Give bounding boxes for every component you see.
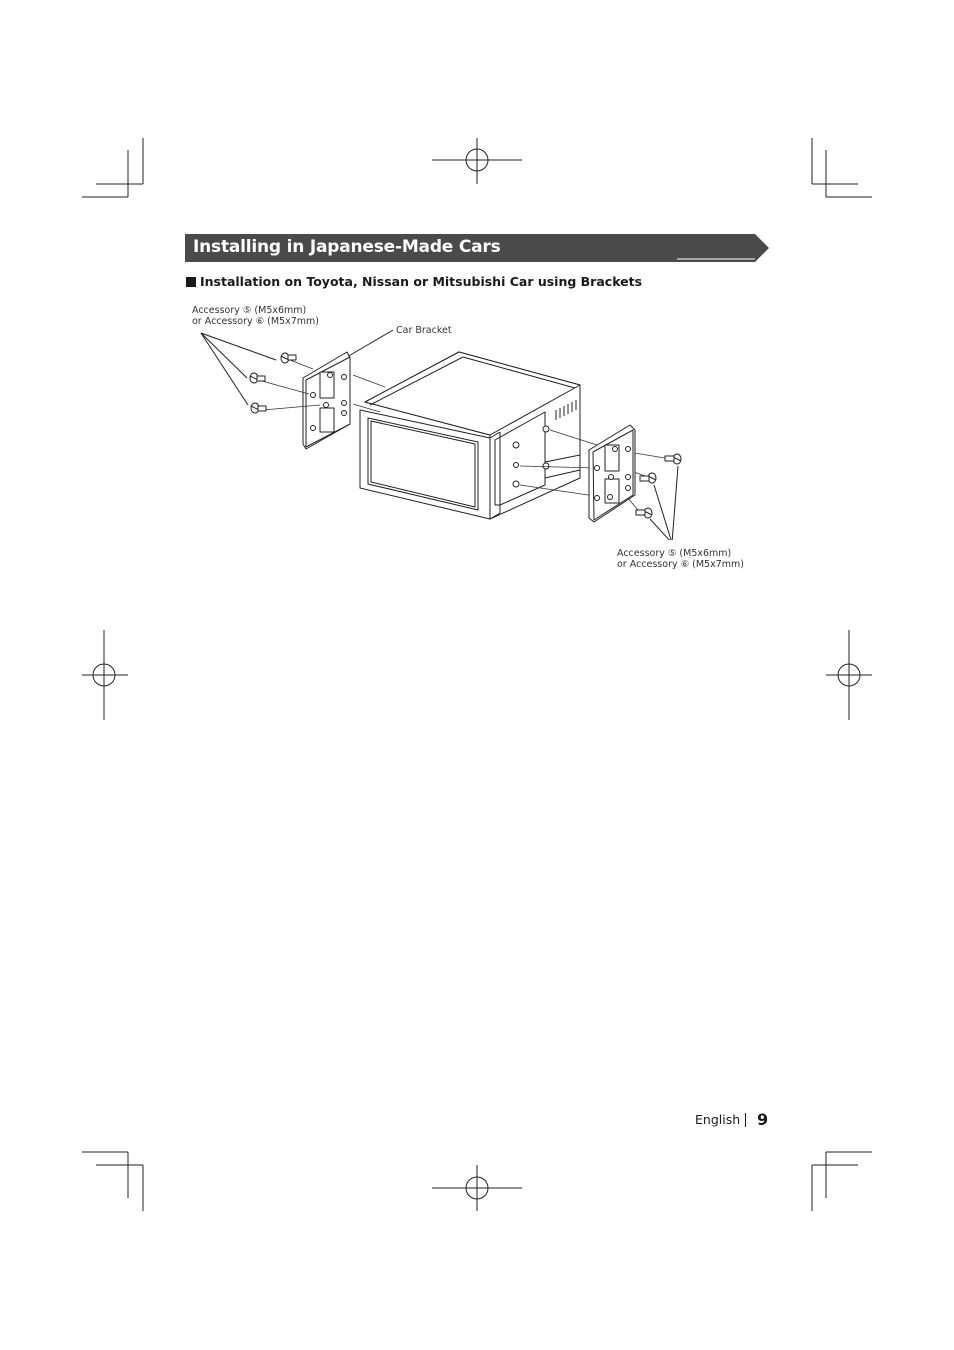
accessory-callout-line: or Accessory ⑥ (M5x7mm) — [617, 559, 744, 570]
footer-separator — [745, 1113, 746, 1127]
subheading-text: Installation on Toyota, Nissan or Mitsubishi Car using Brackets — [200, 274, 643, 289]
car-bracket-leader — [347, 330, 393, 357]
screw-icon — [636, 508, 652, 518]
footer-language: English — [695, 1112, 741, 1127]
right-car-bracket — [589, 425, 635, 522]
screw-icon — [250, 373, 265, 383]
section-banner — [185, 234, 769, 262]
page-number: 9 — [757, 1110, 769, 1129]
square-bullet-icon — [186, 277, 196, 287]
subheading — [186, 274, 642, 289]
screw-icon — [665, 454, 681, 464]
screw-icon — [640, 473, 656, 483]
leader-lines-top-left — [201, 333, 276, 405]
accessory-callout-bottom-right — [617, 548, 744, 570]
section-title: Installing in Japanese-Made Cars — [193, 237, 501, 257]
accessory-callout-line: or Accessory ⑥ (M5x7mm) — [192, 316, 319, 327]
accessory-callout-line: Accessory ⑤ (M5x6mm) — [617, 548, 732, 559]
screw-icon — [251, 403, 266, 413]
car-bracket-callout: Car Bracket — [396, 325, 452, 336]
installation-diagram — [180, 300, 750, 540]
left-car-bracket — [303, 352, 350, 449]
accessory-callout-line: Accessory ⑤ (M5x6mm) — [192, 305, 307, 316]
